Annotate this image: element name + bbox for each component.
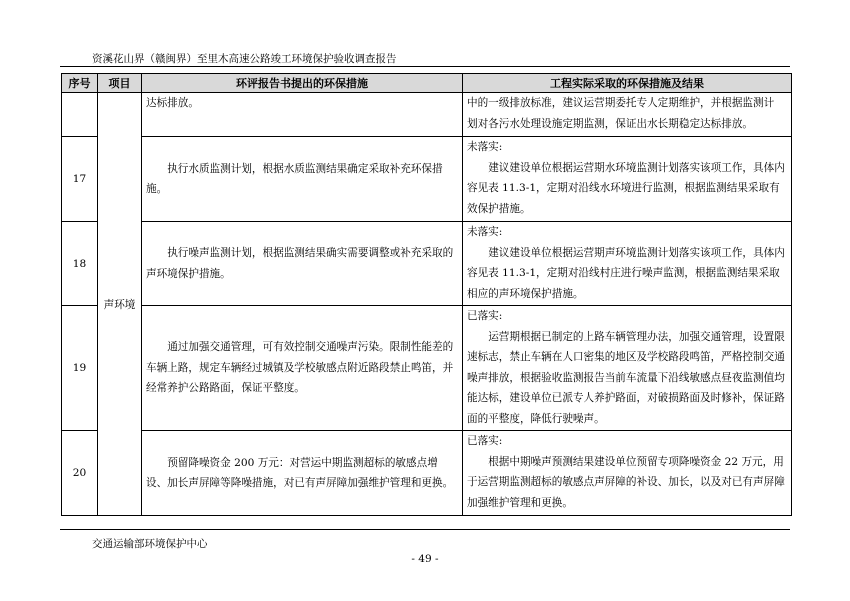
- footer-divider: [60, 529, 790, 530]
- status-label: 已落实:: [467, 310, 503, 322]
- page-number: - 49 -: [411, 553, 439, 565]
- status-label: 已落实:: [467, 435, 503, 447]
- carryover-result-line1: 中的一级排放标准，建议运营期委托专人定期维护，并根据监测计: [467, 97, 775, 109]
- carryover-result-cell: [463, 93, 792, 137]
- result-text: 建议建设单位根据运营期水环境监测计划落实该项工作，具体内容见表 11.3-1，定期对沿线水环境进行监测，根据监测结果采取有效保护措施。: [467, 161, 785, 215]
- col-header-result: 工程实际采取的环保措施及结果: [463, 74, 792, 93]
- category-label: 声环境: [103, 298, 136, 311]
- table-row: [62, 431, 792, 516]
- measure-cell: [142, 306, 463, 431]
- table-row: [62, 222, 792, 306]
- carryover-num-cell: [62, 93, 98, 137]
- measure-text: 预留降噪资金 200 万元：对营运中期监测超标的敏感点增设、加长声屏障等降噪措施，对已有声屏障加强维护管理和更换。: [146, 456, 454, 489]
- report-title: 资溪花山界（赣闽界）至里木高速公路竣工环境保护验收调查报告: [92, 53, 397, 65]
- carryover-result-line2: 划对各污水处理设施定期监测，保证出水长期稳定达标排放。: [467, 117, 754, 130]
- result-cell: [463, 306, 792, 431]
- category-cell: [98, 93, 142, 516]
- measures-table: [61, 73, 792, 516]
- measure-cell: [142, 137, 463, 222]
- result-cell: [463, 222, 792, 306]
- result-text: 运营期根据已制定的上路车辆管理办法，加强交通管理，设置限速标志，禁止车辆在人口密集的地区及学校路段鸣笛，严格控制交通噪声排放，根据验收监测报告当前车流量下沿线敏感点昼夜监测值均能达标，建设单位已派专人养护路面，对破损路面及时修补，保证路面的平整度，降低行驶噪声。: [467, 330, 785, 425]
- header-divider: [60, 66, 790, 67]
- measure-cell: [142, 431, 463, 516]
- measure-text: 通过加强交通管理，可有效控制交通噪声污染。限制性能差的车辆上路，规定车辆经过城镇及学校敏感点附近路段禁止鸣笛，并经常养护公路路面，保证平整度。: [146, 341, 454, 395]
- result-cell: [463, 137, 792, 222]
- table-row: [62, 137, 792, 222]
- carryover-measure: 达标排放。: [146, 97, 199, 109]
- result-cell: [463, 431, 792, 516]
- row-number: 19: [62, 306, 98, 431]
- table-row: [62, 306, 792, 431]
- col-header-item: 项目: [98, 74, 142, 93]
- col-header-num: 序号: [62, 74, 98, 93]
- row-number: 18: [62, 222, 98, 306]
- carryover-measure-cell: [142, 93, 463, 137]
- status-label: 未落实:: [467, 141, 503, 153]
- result-text: 根据中期噪声预测结果建设单位预留专项降噪资金 22 万元，用于运营期监测超标的敏感点声屏障的补设、加长，以及对已有声屏障加强维护管理和更换。: [467, 455, 785, 509]
- table-row-carryover: [62, 93, 792, 137]
- footer-org: 交通运输部环境保护中心: [92, 538, 208, 550]
- measure-text: 执行水质监测计划，根据水质监测结果确定采取补充环保措施。: [146, 162, 443, 195]
- result-text: 建议建设单位根据运营期声环境监测计划落实该项工作，具体内容见表 11.3-1，定期对沿线村庄进行噪声监测，根据监测结果采取相应的声环境保护措施。: [467, 246, 785, 300]
- row-number: 20: [62, 431, 98, 516]
- table-header-row: [62, 74, 792, 93]
- status-label: 未落实:: [467, 226, 503, 238]
- col-header-measure: 环评报告书提出的环保措施: [142, 74, 463, 93]
- measure-text: 执行噪声监测计划，根据监测结果确实需要调整或补充采取的声环境保护措施。: [146, 247, 454, 280]
- row-number: 17: [62, 137, 98, 222]
- measure-cell: [142, 222, 463, 306]
